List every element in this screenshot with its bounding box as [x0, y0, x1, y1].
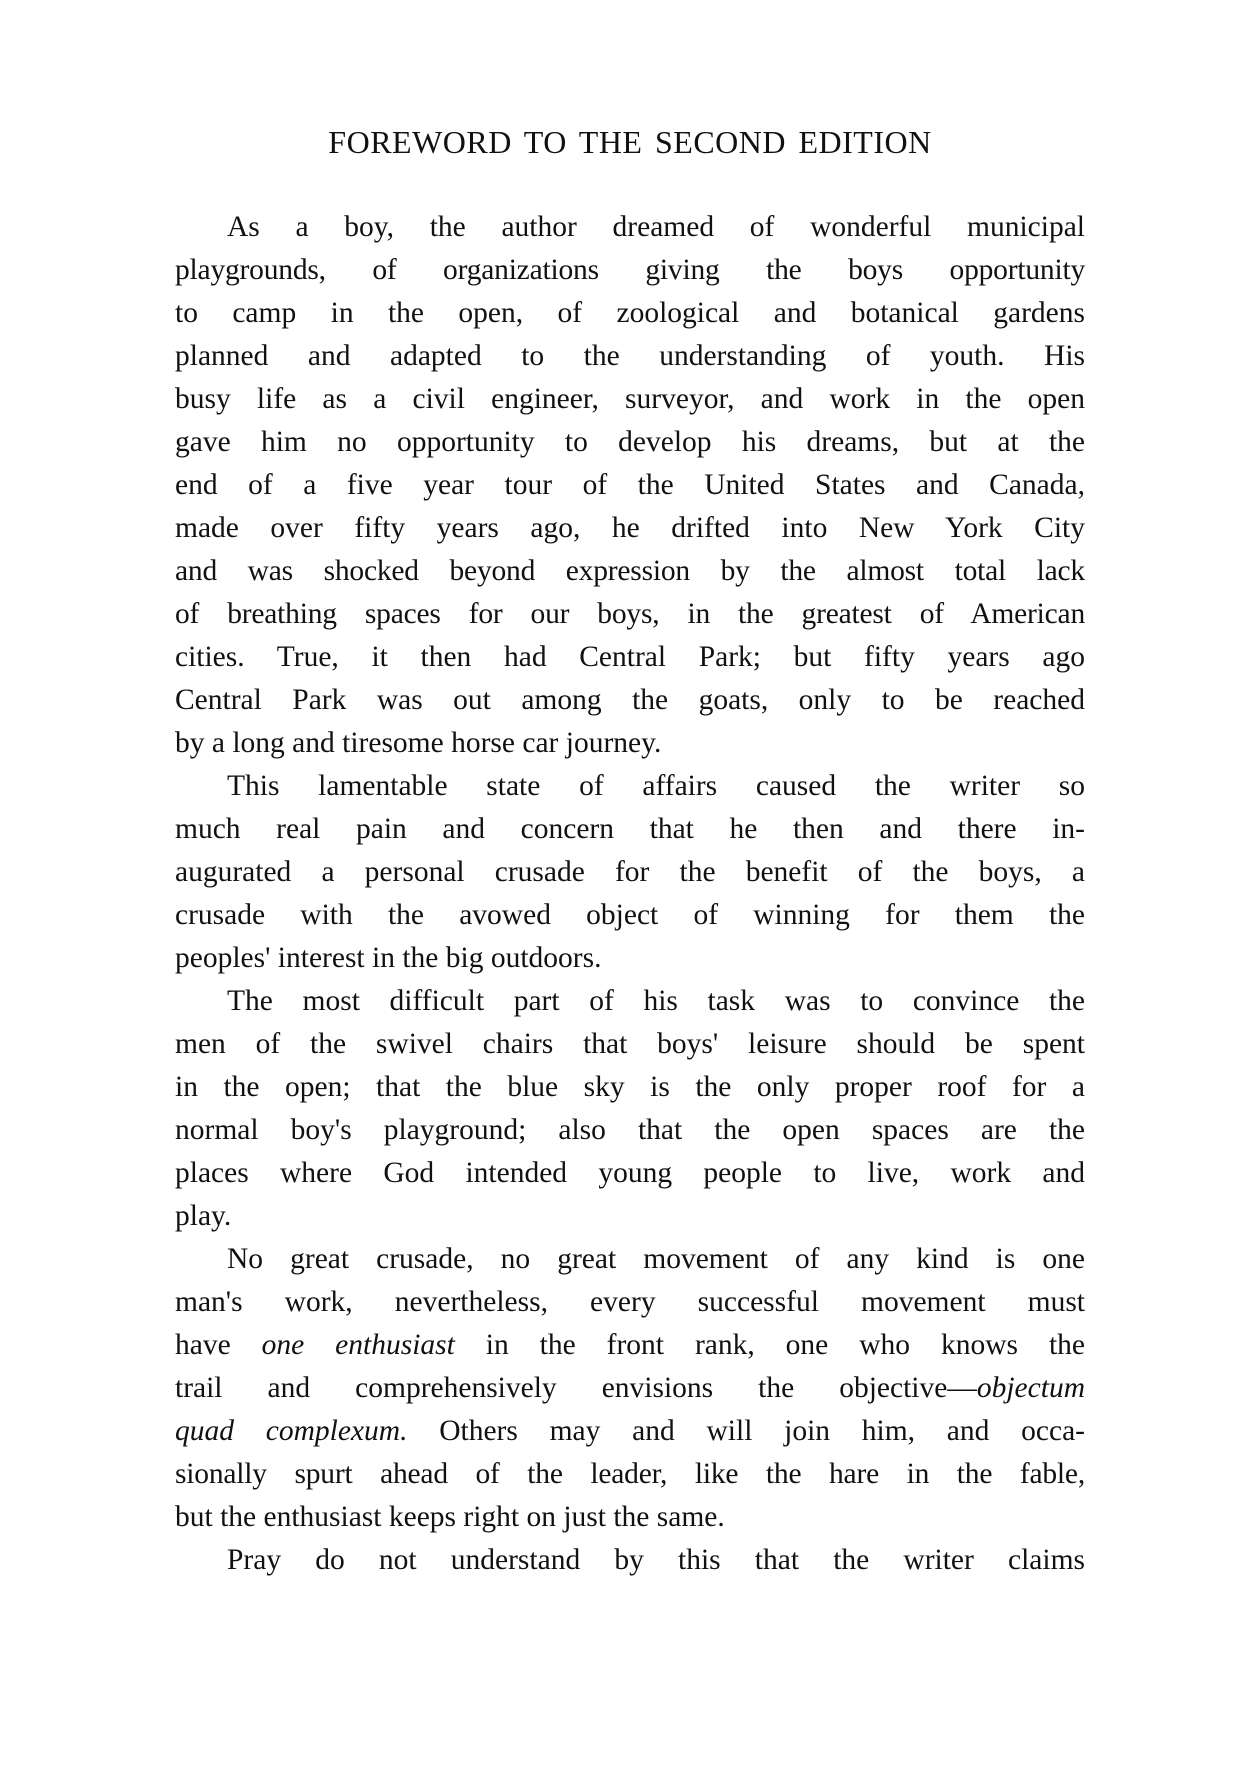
text-line: gave him no opportunity to develop his dreams, but at the	[175, 426, 1085, 458]
text-line: to camp in the open, of zoological and botanical gardens	[175, 297, 1085, 329]
text-line: crusade with the avowed object of winning for them the	[175, 899, 1085, 931]
text-line: by a long and tiresome horse car journey.	[175, 727, 662, 759]
text-segment: have	[175, 1329, 262, 1361]
italic-phrase: objectum	[976, 1372, 1085, 1404]
text-line: of breathing spaces for our boys, in the greatest of American	[175, 598, 1085, 630]
paragraph-2	[175, 765, 1085, 980]
paragraph-4	[175, 1238, 1085, 1539]
page-title: FOREWORD TO THE SECOND EDITION	[328, 124, 932, 160]
text-line: made over fifty years ago, he drifted into New York City	[175, 512, 1085, 544]
text-line: As a boy, the author dreamed of wonderful municipal	[227, 211, 1085, 243]
text-line: Pray do not understand by this that the writer claims	[227, 1544, 1085, 1576]
paragraph-1	[175, 206, 1085, 765]
text-line: Central Park was out among the goats, only to be reached	[175, 684, 1085, 716]
text-line: augurated a personal crusade for the benefit of the boys, a	[175, 856, 1085, 888]
text-line: end of a five year tour of the United States and Canada,	[175, 469, 1085, 501]
text-segment: in the front rank, one who knows the	[454, 1329, 1085, 1361]
text-line: sionally spurt ahead of the leader, like the hare in the fable,	[175, 1458, 1085, 1490]
text-line: places where God intended young people to live, work and	[175, 1157, 1085, 1189]
text-line: playgrounds, of organizations giving the boys opportunity	[175, 254, 1085, 286]
text-segment: trail and comprehensively envisions the objective—	[175, 1372, 977, 1404]
text-line: in the open; that the blue sky is the only proper roof for a	[175, 1071, 1085, 1103]
text-line: peoples' interest in the big outdoors.	[175, 942, 602, 974]
text-line: men of the swivel chairs that boys' leisure should be spent	[175, 1028, 1085, 1060]
text-line: normal boy's playground; also that the open spaces are the	[175, 1114, 1085, 1146]
italic-phrase: quad complexum.	[175, 1415, 408, 1447]
text-line	[175, 1410, 1085, 1453]
paragraph-3	[175, 980, 1085, 1238]
text-line: The most difficult part of his task was to convince the	[227, 985, 1085, 1017]
text-line: busy life as a civil engineer, surveyor, and work in the open	[175, 383, 1085, 415]
text-line: planned and adapted to the understanding of youth. His	[175, 340, 1085, 372]
body-text	[175, 206, 1085, 1582]
text-line: man's work, nevertheless, every successful movement must	[175, 1286, 1085, 1318]
text-line	[175, 1367, 1085, 1410]
text-line: This lamentable state of affairs caused the writer so	[227, 770, 1085, 802]
text-segment: Others may and will join him, and occa-	[407, 1415, 1085, 1447]
text-line: and was shocked beyond expression by the almost total lack	[175, 555, 1085, 587]
italic-phrase: one enthusiast	[261, 1329, 455, 1361]
text-line: play.	[175, 1200, 232, 1232]
text-line: No great crusade, no great movement of any kind is one	[227, 1243, 1085, 1275]
text-line: cities. True, it then had Central Park; but fifty years ago	[175, 641, 1085, 673]
paragraph-5	[175, 1539, 1085, 1582]
text-line	[175, 1324, 1085, 1367]
text-line: much real pain and concern that he then and there in-	[175, 813, 1085, 845]
text-line: but the enthusiast keeps right on just the same.	[175, 1501, 725, 1533]
